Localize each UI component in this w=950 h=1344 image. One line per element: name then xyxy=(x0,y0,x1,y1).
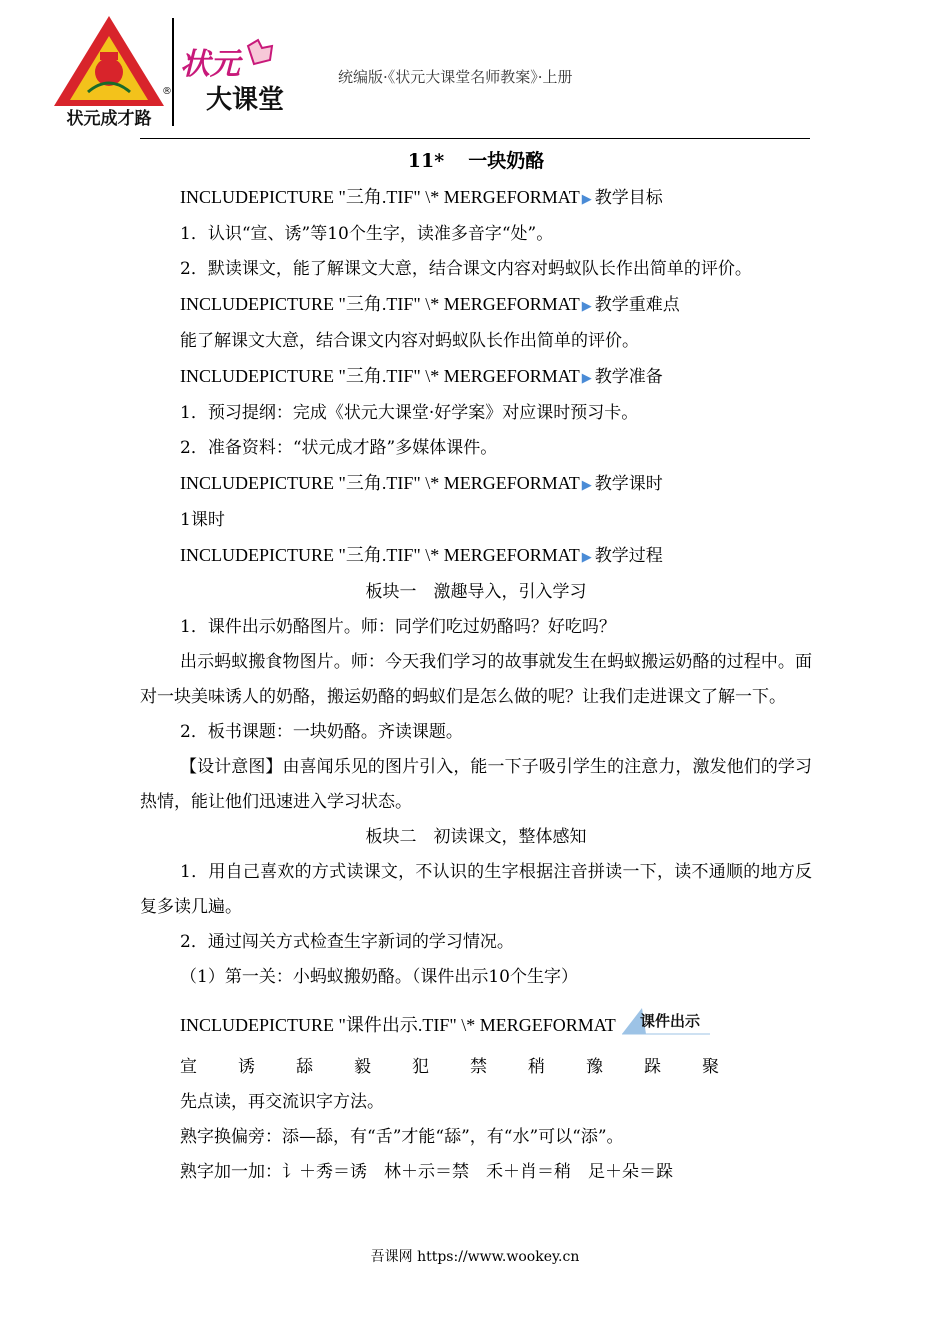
paragraph: 1．用自己喜欢的方式读课文，不认识的生字根据注音拼读一下，读不通顺的地方反复多读几遍。 xyxy=(140,862,812,917)
field-code: INCLUDEPICTURE "课件出示.TIF" \* MERGEFORMAT xyxy=(180,1015,616,1035)
field-code: INCLUDEPICTURE "三角.TIF" \* MERGEFORMAT xyxy=(180,187,580,207)
kejian-badge-icon xyxy=(620,1004,712,1038)
triangle-icon: ▶ xyxy=(581,371,592,386)
paragraph: 2．板书课题：一块奶酪。齐读课题。 xyxy=(180,722,463,742)
zhuangyuan-logo xyxy=(50,14,172,129)
paragraph: 熟字换偏旁：添—舔，有“舌”才能“舔”，有“水”可以“添”。 xyxy=(180,1127,624,1147)
triangle-icon: ▶ xyxy=(581,550,592,565)
brand-top: 状元 xyxy=(180,47,240,82)
dakeitang-logo xyxy=(178,36,293,116)
section-heading: 教学过程 xyxy=(594,546,663,566)
brand-bottom: 大课堂 xyxy=(206,85,285,115)
kejian-line xyxy=(140,995,812,1050)
triangle-icon: ▶ xyxy=(581,478,592,493)
paragraph: 2．通过闯关方式检查生字新词的学习情况。 xyxy=(180,932,514,952)
logo-text: 状元成才路 xyxy=(66,109,152,129)
character-list xyxy=(140,1050,812,1085)
block-heading: 板块二 初读课文，整体感知 xyxy=(365,827,587,847)
paragraph: （1）第一关：小蚂蚁搬奶酪。（课件出示10个生字） xyxy=(180,967,578,987)
character: 跺 xyxy=(644,1057,661,1077)
paragraph: 1．预习提纲：完成《状元大课堂·好学案》对应课时预习卡。 xyxy=(180,403,639,423)
section-heading: 教学准备 xyxy=(594,367,663,387)
section-prep xyxy=(140,359,812,396)
character: 聚 xyxy=(702,1057,719,1077)
section-key-points xyxy=(140,287,812,324)
block-heading: 板块一 激趣导入，引入学习 xyxy=(365,582,587,602)
section-periods xyxy=(140,466,812,503)
section-heading: 教学课时 xyxy=(594,474,663,494)
page-header xyxy=(0,0,950,140)
field-code: INCLUDEPICTURE "三角.TIF" \* MERGEFORMAT xyxy=(180,545,580,565)
registered-mark: ® xyxy=(162,86,172,97)
design-intent: 【设计意图】由喜闻乐见的图片引入，能一下子吸引学生的注意力，激发他们的学习热情，能让他们迅速进入学习状态。 xyxy=(140,757,812,812)
lesson-title xyxy=(140,142,812,180)
document-body xyxy=(140,142,812,1190)
character: 宣 xyxy=(180,1057,197,1077)
field-code: INCLUDEPICTURE "三角.TIF" \* MERGEFORMAT xyxy=(180,473,580,493)
character: 犯 xyxy=(412,1057,429,1077)
character: 稍 xyxy=(528,1057,545,1077)
kejian-label: 课件出示 xyxy=(639,1011,700,1030)
lesson-number: 11* xyxy=(407,150,445,172)
paragraph: 能了解课文大意，结合课文内容对蚂蚁队长作出简单的评价。 xyxy=(180,331,639,351)
character: 毅 xyxy=(354,1057,371,1077)
paragraph: 1．课件出示奶酪图片。师：同学们吃过奶酪吗？好吃吗？ xyxy=(180,617,616,637)
triangle-icon: ▶ xyxy=(581,192,592,207)
page-footer: 吾课网 https://www.wookey.cn xyxy=(370,1249,580,1265)
paragraph: 2．默读课文，能了解课文大意，结合课文内容对蚂蚁队长作出简单的评价。 xyxy=(180,259,752,279)
character: 舔 xyxy=(296,1057,313,1077)
paragraph: 出示蚂蚁搬食物图片。师：今天我们学习的故事就发生在蚂蚁搬运奶酪的过程中。面对一块美味诱人的奶酪，搬运奶酪的蚂蚁们是怎么做的呢？让我们走进课文了解一下。 xyxy=(140,652,812,707)
paragraph: 熟字加一加：讠＋秀＝诱 林＋示＝禁 禾＋肖＝稍 足＋朵＝跺 xyxy=(180,1162,673,1182)
section-heading: 教学目标 xyxy=(594,188,663,208)
running-title: 统编版·《状元大课堂名师教案》·上册 xyxy=(338,68,573,86)
paragraph: 2．准备资料：“状元成才路”多媒体课件。 xyxy=(180,438,498,458)
field-code: INCLUDEPICTURE "三角.TIF" \* MERGEFORMAT xyxy=(180,294,580,314)
header-rule xyxy=(140,138,810,139)
character: 诱 xyxy=(238,1057,255,1077)
lesson-title-text: 一块奶酪 xyxy=(468,150,545,172)
paragraph: 先点读，再交流识字方法。 xyxy=(180,1092,384,1112)
paragraph: 1课时 xyxy=(180,510,225,530)
header-divider xyxy=(172,18,174,126)
section-process xyxy=(140,538,812,575)
paragraph: 1．认识“宣、诱”等10个生字，读准多音字“处”。 xyxy=(180,224,554,244)
triangle-icon: ▶ xyxy=(581,299,592,314)
character: 豫 xyxy=(586,1057,603,1077)
field-code: INCLUDEPICTURE "三角.TIF" \* MERGEFORMAT xyxy=(180,366,580,386)
section-heading: 教学重难点 xyxy=(594,295,680,315)
character: 禁 xyxy=(470,1057,487,1077)
section-goals xyxy=(140,180,812,217)
